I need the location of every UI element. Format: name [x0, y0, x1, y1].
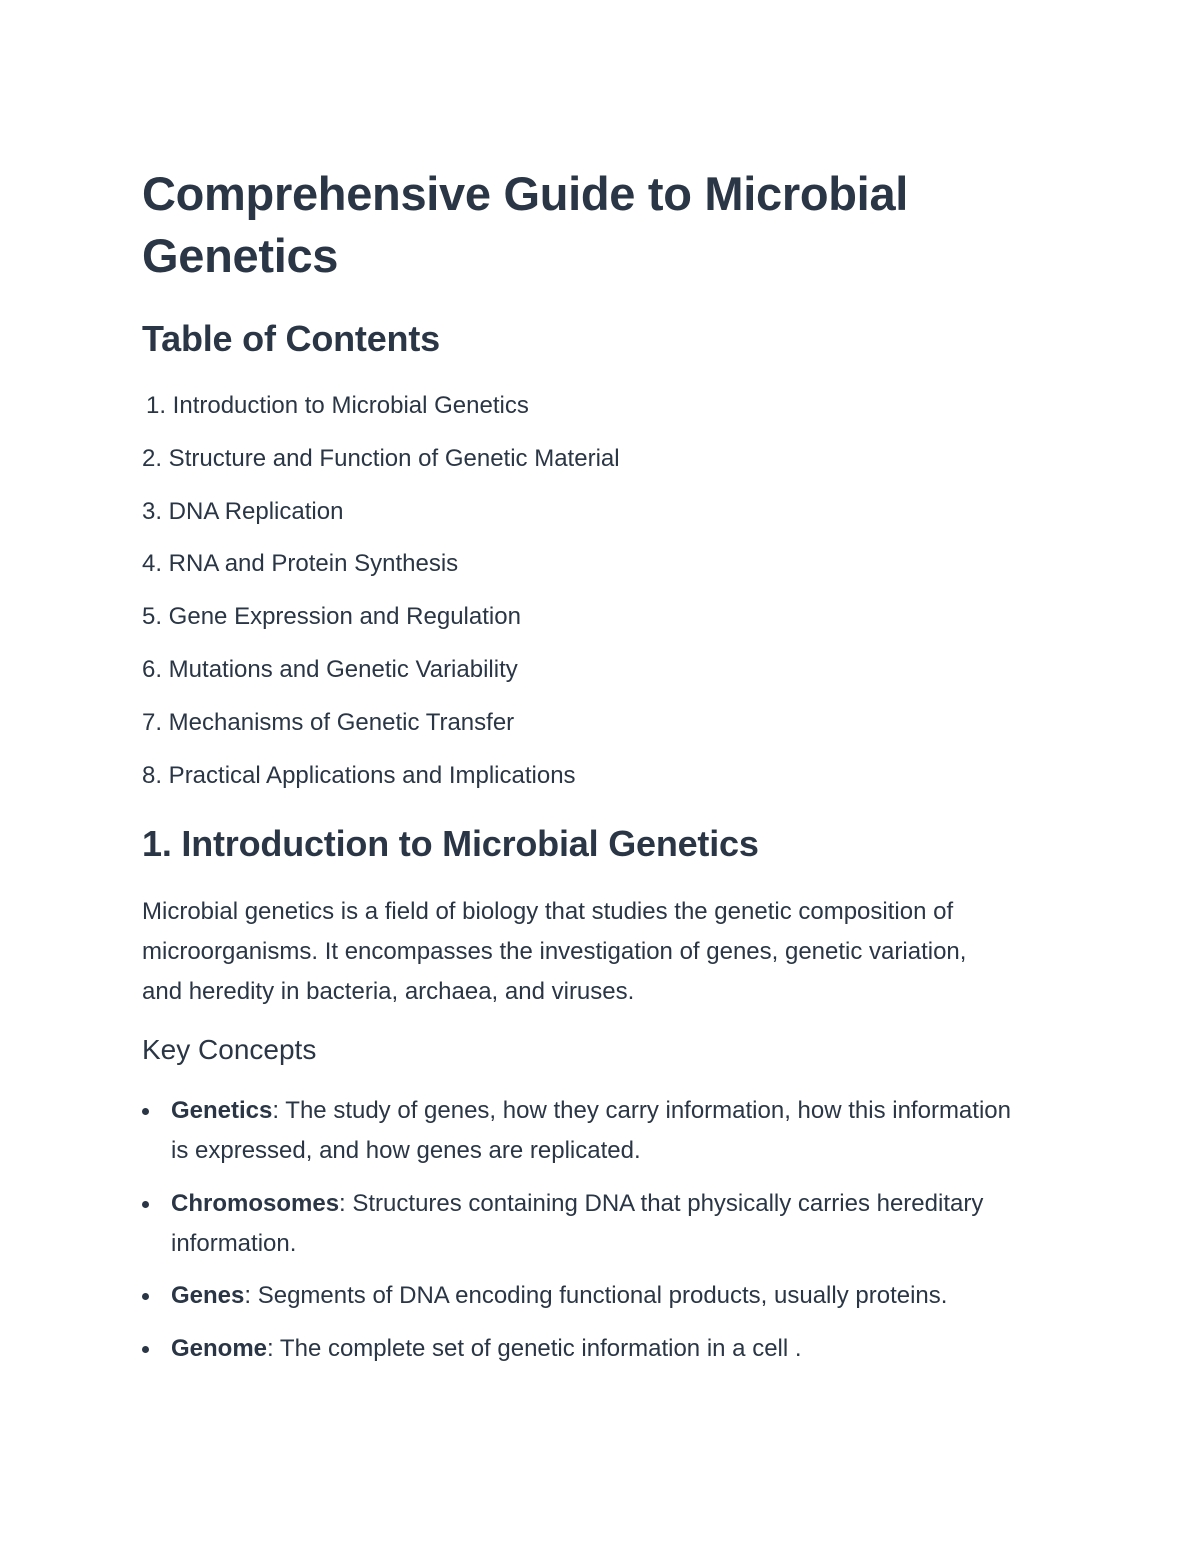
concept-definition: : The complete set of genetic information in a cell . — [267, 1334, 802, 1362]
concept-term: Genes — [171, 1282, 245, 1309]
list-item — [142, 1276, 1022, 1316]
toc-item: 6. Mutations and Genetic Variability — [142, 655, 518, 683]
table-of-contents — [142, 388, 620, 810]
toc-heading: Table of Contents — [142, 318, 440, 359]
toc-item: 5. Gene Expression and Regulation — [142, 603, 521, 631]
toc-item: 1. Introduction to Microbial Genetics — [146, 392, 529, 419]
concept-definition: : Structures containing DNA that physically carries hereditary information. — [171, 1189, 984, 1257]
concept-term: Genetics — [171, 1097, 273, 1124]
concept-definition: : The study of genes, how they carry information, how this information is expressed, and how genes are replicated. — [171, 1097, 1011, 1164]
list-item — [142, 1184, 1022, 1264]
bullet-icon — [142, 1346, 149, 1353]
toc-item: 7. Mechanisms of Genetic Transfer — [142, 708, 515, 736]
intro-paragraph: Microbial genetics is a field of biology that studies the genetic composition of microorganisms. It encompasses the investigation of genes, genetic variation, and heredity in bacteria, archaea, and viruses. — [142, 898, 967, 1005]
toc-item: 4. RNA and Protein Synthesis — [142, 550, 459, 578]
toc-item: 2. Structure and Function of Genetic Material — [142, 444, 620, 472]
section-heading: 1. Introduction to Microbial Genetics — [142, 823, 759, 864]
bullet-icon — [142, 1201, 149, 1208]
bullet-icon — [142, 1293, 149, 1300]
concept-term: Genome — [171, 1334, 268, 1362]
list-item — [142, 1091, 1022, 1171]
document-title: Comprehensive Guide to Microbial Genetics — [142, 167, 909, 282]
concept-term: Chromosomes — [171, 1189, 340, 1217]
key-concepts-list — [142, 1091, 1022, 1381]
bullet-icon — [142, 1108, 149, 1115]
toc-item: 3. DNA Replication — [142, 497, 344, 525]
toc-item: 8. Practical Applications and Implications — [142, 761, 576, 789]
concept-definition: : Segments of DNA encoding functional products, usually proteins. — [244, 1282, 948, 1309]
key-concepts-heading: Key Concepts — [142, 1034, 317, 1065]
list-item — [142, 1329, 1022, 1369]
